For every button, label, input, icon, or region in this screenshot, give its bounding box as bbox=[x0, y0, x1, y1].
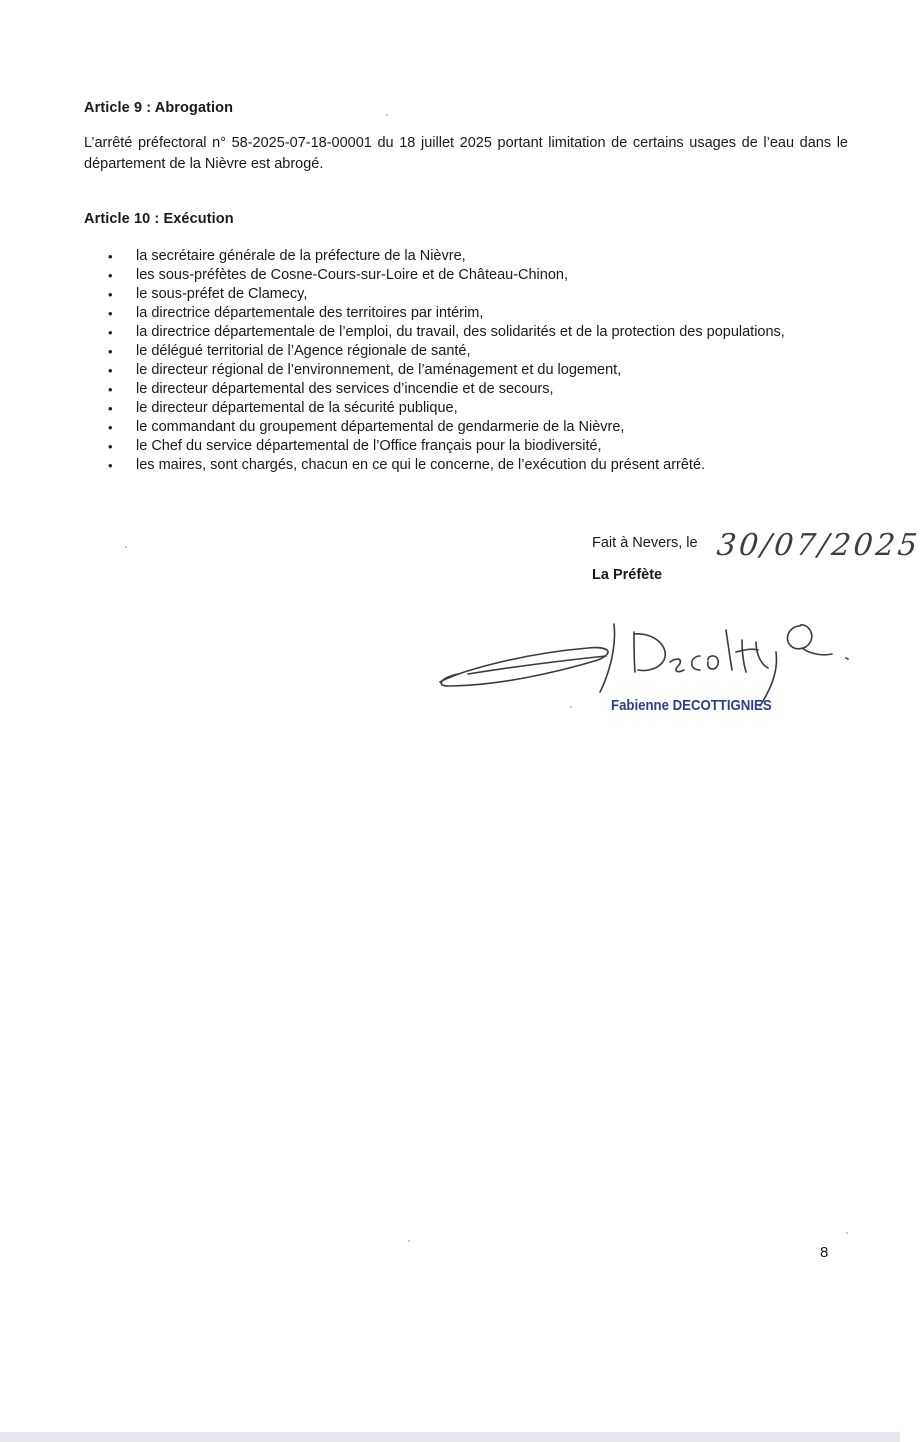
scan-speck bbox=[125, 546, 127, 548]
signature-stroke bbox=[634, 632, 665, 672]
signature-stroke bbox=[692, 656, 700, 670]
signing-place-label: Fait à Nevers, le bbox=[592, 535, 698, 551]
list-item: • le directeur régional de l’environnement, de l’aménagement et du logement, bbox=[108, 361, 808, 380]
signatory-title: La Préfète bbox=[592, 567, 663, 583]
article-9-title: Article 9 : Abrogation bbox=[84, 100, 234, 116]
scan-speck bbox=[570, 706, 572, 708]
signature-stroke bbox=[756, 642, 768, 668]
signing-place-date bbox=[592, 528, 922, 568]
list-item: • le sous-préfet de Clamecy, bbox=[108, 285, 808, 304]
article-10-title: Article 10 : Exécution bbox=[84, 211, 234, 227]
list-item: • le directeur départemental de la sécurité publique, bbox=[108, 399, 808, 418]
signature-stroke bbox=[736, 640, 758, 672]
signature-stroke bbox=[846, 658, 848, 659]
handwritten-date: 30/07/2025 bbox=[715, 528, 922, 563]
list-item: • le délégué territorial de l’Agence régionale de santé, bbox=[108, 342, 808, 361]
list-item: • la directrice départementale de l’emploi, du travail, des solidarités et de la protection des populations, bbox=[108, 323, 808, 342]
list-item: • le Chef du service départemental de l’Office français pour la biodiversité, bbox=[108, 437, 808, 456]
list-item: • le commandant du groupement départemental de gendarmerie de la Nièvre, bbox=[108, 418, 808, 437]
list-item: • la directrice départementale des territoires par intérim, bbox=[108, 304, 808, 323]
list-item: • le directeur départemental des services d’incendie et de secours, bbox=[108, 380, 808, 399]
article-9-text: L’arrêté préfectoral n° 58-2025-07-18-00001 du 18 juillet 2025 portant limitation de certains usages de l’eau dans le département de la Nièvre est abrogé. bbox=[84, 135, 848, 172]
page-number: 8 bbox=[820, 1244, 829, 1261]
screen-bottom-strip bbox=[0, 1432, 900, 1442]
signatory-name: Fabienne DECOTTIGNIES bbox=[611, 697, 772, 714]
list-item: • les sous-préfètes de Cosne-Cours-sur-Loire et de Château-Chinon, bbox=[108, 266, 808, 285]
scan-speck bbox=[408, 1240, 410, 1242]
list-item: • les maires, sont chargés, chacun en ce qui le concerne, de l’exécution du présent arrêté. bbox=[108, 456, 808, 475]
scan-speck bbox=[846, 1232, 848, 1234]
signature-stroke bbox=[670, 659, 684, 672]
signature-stroke bbox=[708, 656, 718, 669]
scan-speck bbox=[386, 114, 388, 116]
execution-list bbox=[108, 247, 808, 475]
signature-stroke bbox=[440, 648, 608, 686]
signature-stroke bbox=[787, 625, 832, 655]
signature-stroke bbox=[726, 630, 732, 670]
list-item: • la secrétaire générale de la préfecture de la Nièvre, bbox=[108, 247, 808, 266]
